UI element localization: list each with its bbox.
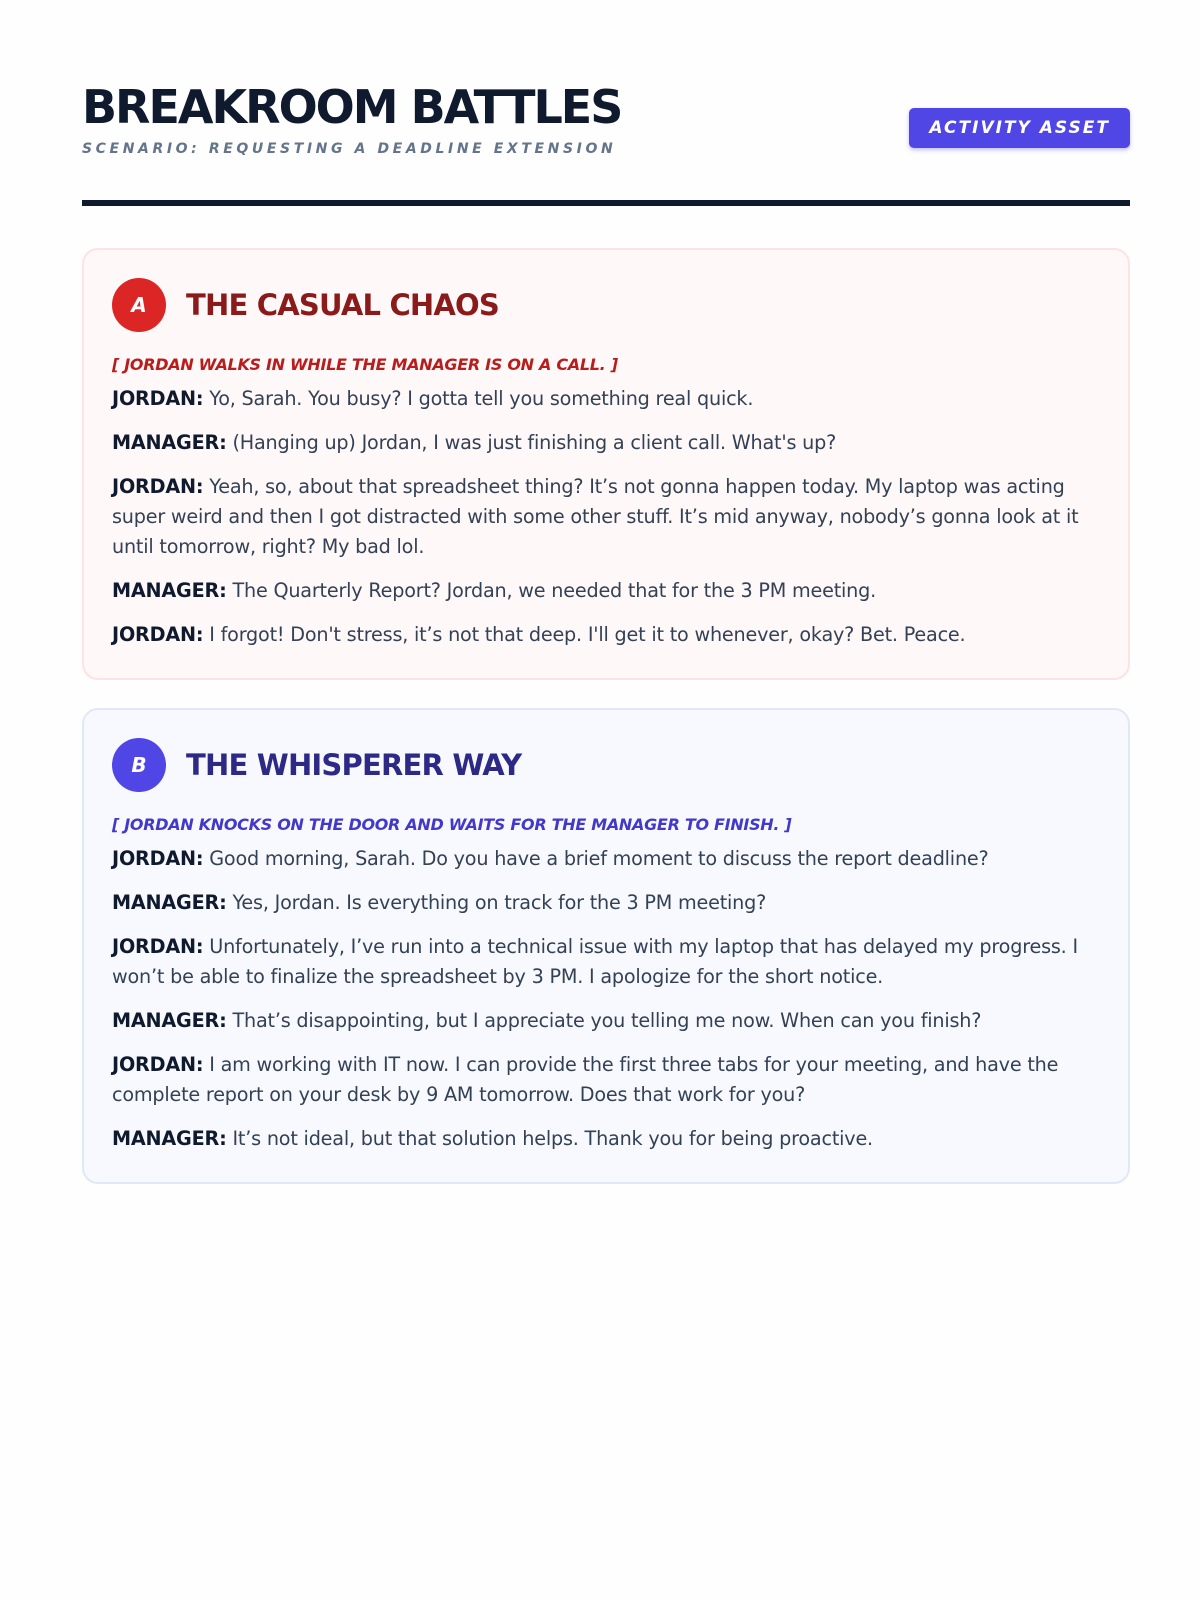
scenario-b-header <box>112 738 1100 792</box>
scenario-b-title: THE WHISPERER WAY <box>186 748 522 782</box>
line-text: It’s not ideal, but that solution helps. Thank you for being proactive. <box>226 1127 873 1150</box>
header-divider <box>82 200 1130 206</box>
line-text: Yo, Sarah. You busy? I gotta tell you something real quick. <box>203 387 754 410</box>
scenario-b-card <box>82 708 1130 1184</box>
scenario-b-stage-direction: [ JORDAN KNOCKS ON THE DOOR AND WAITS FOR THE MANAGER TO FINISH. ] <box>112 815 792 834</box>
dialogue-line <box>112 1124 1100 1154</box>
scenario-a-header <box>112 278 1100 332</box>
scenario-a-dialogue <box>112 384 1100 650</box>
dialogue-line <box>112 384 1100 414</box>
line-text: I am working with IT now. I can provide the first three tabs for your meeting, and have the complete report on your desk by 9 AM tomorrow. Does that work for you? <box>112 1053 1059 1106</box>
speaker-label: JORDAN: <box>112 847 204 870</box>
scenario-b-marker: B <box>112 738 166 792</box>
line-text: Yes, Jordan. Is everything on track for the 3 PM meeting? <box>226 891 767 914</box>
speaker-label: JORDAN: <box>112 1053 204 1076</box>
scenario-a-title: THE CASUAL CHAOS <box>186 288 499 322</box>
line-text: Unfortunately, I’ve run into a technical issue with my laptop that has delayed my progress. I won’t be able to finalize the spreadsheet by 3 PM. I apologize for the short notice. <box>112 935 1078 988</box>
activity-asset-badge: ACTIVITY ASSET <box>909 108 1130 148</box>
scenario-a-stage-direction: [ JORDAN WALKS IN WHILE THE MANAGER IS ON A CALL. ] <box>112 355 618 374</box>
speaker-label: JORDAN: <box>112 475 204 498</box>
speaker-label: MANAGER: <box>112 1009 227 1032</box>
line-text: The Quarterly Report? Jordan, we needed that for the 3 PM meeting. <box>226 579 876 602</box>
speaker-label: MANAGER: <box>112 891 227 914</box>
dialogue-line <box>112 620 1100 650</box>
page-subtitle: SCENARIO: REQUESTING A DEADLINE EXTENSION <box>82 141 617 157</box>
line-text: Good morning, Sarah. Do you have a brief moment to discuss the report deadline? <box>203 847 989 870</box>
scenario-b-dialogue <box>112 844 1100 1154</box>
page <box>82 78 1130 1150</box>
speaker-label: MANAGER: <box>112 431 227 454</box>
dialogue-line <box>112 576 1100 606</box>
dialogue-line <box>112 1050 1100 1110</box>
line-text: That’s disappointing, but I appreciate you telling me now. When can you finish? <box>226 1009 982 1032</box>
dialogue-line <box>112 888 1100 918</box>
line-text: Yeah, so, about that spreadsheet thing? It’s not gonna happen today. My laptop was acting super weird and then I got distracted with some other stuff. It’s mid anyway, nobody’s gonna look at it until tomorrow, right? My bad lol. <box>112 475 1079 558</box>
speaker-label: MANAGER: <box>112 1127 227 1150</box>
scenario-a-marker: A <box>112 278 166 332</box>
speaker-label: MANAGER: <box>112 579 227 602</box>
dialogue-line <box>112 844 1100 874</box>
page-title: BREAKROOM BATTLES <box>82 80 622 134</box>
speaker-label: JORDAN: <box>112 935 204 958</box>
speaker-label: JORDAN: <box>112 387 204 410</box>
line-text: (Hanging up) Jordan, I was just finishing a client call. What's up? <box>226 431 837 454</box>
line-text: I forgot! Don't stress, it’s not that deep. I'll get it to whenever, okay? Bet. Peace. <box>203 623 966 646</box>
page-header <box>82 78 1130 174</box>
dialogue-line <box>112 932 1100 992</box>
scenario-a-card <box>82 248 1130 680</box>
dialogue-line <box>112 428 1100 458</box>
speaker-label: JORDAN: <box>112 623 204 646</box>
dialogue-line <box>112 472 1100 562</box>
dialogue-line <box>112 1006 1100 1036</box>
